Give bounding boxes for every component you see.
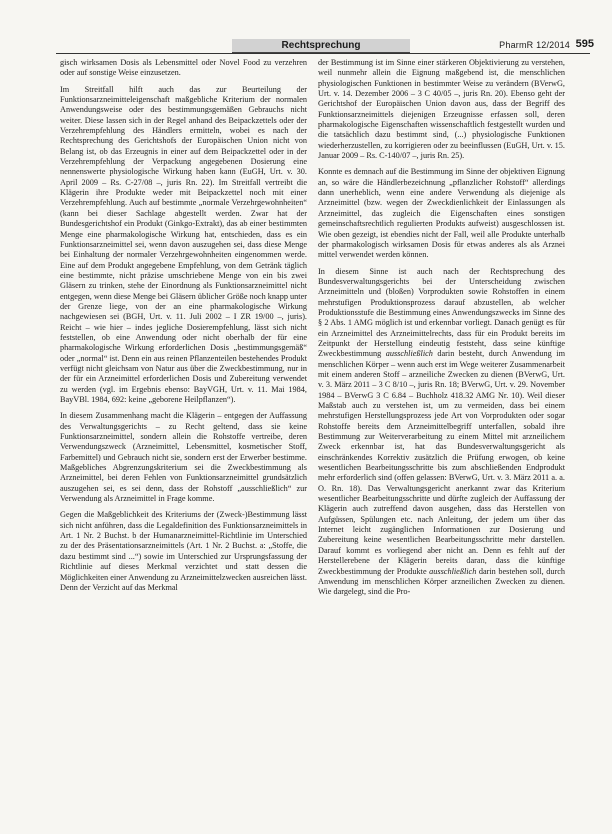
paragraph: Konnte es demnach auf die Bestimmung im Sinne der objektiven Eignung an, so wäre die Händlerbezeichnung „pflanzlicher Rohstoff“ allerdings dann unerheblich, wenn eine andere Verwendung als diejenige als Arzneimittel (bzw. wegen der Zweckdienlichkeit der Einlassungen als Arzneimittel, das zugleich die Eigenschaften eines sonstigen gemeinschaftsrechtlich regulierten Produkts aufweist) ausgeschlossen ist. Wie oben gezeigt, ist ebendies nicht der Fall, weil alle Produkte unterhalb der pharmakologisch wirksamen Dosis für etwas anderes als als Arznei mittel verwendet werden können. bbox=[318, 167, 565, 260]
left-column bbox=[60, 58, 307, 599]
right-column bbox=[318, 58, 565, 604]
section-title: Rechtsprechung bbox=[281, 40, 361, 51]
page-number: 595 bbox=[575, 38, 594, 50]
paragraph: der Bestimmung ist im Sinne einer stärkeren Objektivierung zu verstehen, weil nunmehr allein die Eignung maßgebend ist, die menschlichen physiologischen Funktionen in bestimmter Weise zu verändern (BVerwG, Urt. v. 14. Dezember 2006 – 3 C 40/05 –, juris Rn. 20). Ebenso geht der Gerichtshof der Europäischen Union davon aus, dass der Begriff des Funktionsarzneimittels diejenigen Erzeugnisse erfassen soll, deren pharmakologische Eigenschaften wissenschaftlich festgestellt wurden und die tatsächlich dazu bestimmt sind, (...) physiologische Funktionen wiederherzustellen, zu korrigieren oder zu beeinflussen (EuGH, Urt. v. 15. Januar 2009 – Rs. C-140/07 –, juris Rn. 25). bbox=[318, 58, 565, 161]
paragraph: Gegen die Maßgeblichkeit des Kriteriums der (Zweck-)Bestimmung lässt sich nicht anführen, dass die Legaldefinition des Funktionsarzneimittels in Art. 1 Nr. 2 Buchst. b der Humanarzneimittel-Richtlinie im Unterschied zu der des Präsentationsarzneimittels (Art. 1 Nr. 2 Buchst. a: „Stoffe, die dazu bestimmt sind ...“) sowie im Unterschied zur Ursprungsfassung der Richtlinie auf dieses Merkmal verzichtet und statt dessen die Möglichkeiten einer Anwendung zu Arzneimittelzwecken ausreichen lässt. Denn der Verzicht auf das Merkmal bbox=[60, 510, 307, 592]
section-heading-box bbox=[232, 39, 410, 53]
journal-reference: PharmR 12/2014 bbox=[499, 40, 570, 50]
header-rule bbox=[56, 53, 590, 54]
page-header bbox=[56, 30, 594, 52]
paragraph: In diesem Zusammenhang macht die Klägerin – entgegen der Auffassung des Verwaltungsgerichts – zu Recht geltend, dass sie keine Funktionsarzneimittel, sondern allein die Rohstoffe vertreibe, deren Verwendungszweck (Arzneimittel, Lebensmittel, kosmetischer Stoff, Farbemittel) und Gebrauch nicht sie, sondern erst der Erwerber bestimme. Maßgebliches Abgrenzungskriterium sei die Zweckbestimmung als Arzneimittel, bei deren Fehlen von Funktionsarzneimittel grundsätzlich auszugehen sei, es sei denn, dass der Rohstoff „ausschließlich“ zur Verwendung als Arzneimittel in Frage komme. bbox=[60, 411, 307, 504]
paragraph: Im Streitfall hilft auch das zur Beurteilung der Funktionsarzneimitteleigenschaft maßgebliche Kriterium der normalen Anwendungsweise oder des bestimmungsgemäßen Gebrauchs nicht weiter. Diese lassen sich in der Regel anhand des Beipackzettels oder der Verzehrempfehlung des Händlers ermitteln, wobei es nach der Rechtsprechung des Gerichtshofs der Europäischen Union nicht von Belang ist, ob das Erzeugnis in einer auf dem Beipackzettel oder in der Verzehrempfehlung der Verpackung angegebenen Dosierung eine nennenswerte physiologische Wirkung haben kann (EuGH, Urt. v. 30. April 2009 – Rs. C-27/08 –, juris Rn. 22). Im Streitfall vertreibt die Klägerin ihre Produkte weder mit Beipackzettel noch mit einer Verzehrempfehlung. Auch auf bestimmte „normale Verzehrgewohnheiten“ (kann bei dieser Sachlage abgestellt werden. Zwar hat der Bundesgerichtshof ein Produkt (Ginkgo-Extrakt), das ab einer bestimmten Menge eine pharmakologische Wirkung hat, entschieden, dass es ein Funktionsarzneimittel sei, wenn davon auszugehen sei, dass diese Menge bei Einhaltung der normaler Verzehrgewohnheiten eingenommen werde. Eine auf dem Produkt angegebene Empfehlung, von dem Getränk täglich eine bestimmte, nicht präzise umschriebene Menge von ein bis zwei Gläsern zu trinken, stehe der Einordnung als Funktionsarzneimittel nicht entgegen, wenn diese Menge bei Gläsern üblicher Größe noch knapp unter der Grenze liege, von der an eine pharmakologische Wirkung nachgewiesen sei (BGH, Urt. v. 11. Juli 2002 – I ZR 19/00 –, juris). Reicht – wie hier – indes jegliche Dosierempfehlung, lässt sich nicht feststellen, ob eine Anwendung oder nicht oberhalb der für eine pharmakologische Wirkung erforderlichen Dosis „bestimmungsgemäß“ oder „normal“ ist. Denn ein aus reinen Pflanzenteilen bestehendes Produkt verfügt nicht gleichsam von Natur aus über die Zweckbestimmung, nur in der für ein Arzneimittel erforderlichen Dosis und Zubereitung verwendet zu werden (vgl. im Ergebnis ebenso: BayVGH, Urt. v. 11. Mai 1984, BayVBl. 1984, 692: keine „geborene Heilpflanzen“). bbox=[60, 84, 307, 404]
paragraph: In diesem Sinne ist auch nach der Rechtsprechung des Bundesverwaltungsgerichts bei der Unterscheidung zwischen Arzneimitteln und (bloßen) Vorprodukten sowie Rohstoffen in einem mehrstufigen Produktionsprozess darauf abzustellen, ab welcher Produktionsstufe die Bestimmung eines Anwendungszwecks im Sinne des § 2 Abs. 1 AMG möglich ist und erkennbar vorliegt. Danach genügt es für ein Arzneimittel des Arzneimittelrechts, dass für ein Produkt bereits im Zeitpunkt der Herstellung eindeutig feststeht, dass seine künftige Zweckbestimmung ausschließlich darin besteht, durch Anwendung im menschlichen Körper – wenn auch erst im Wege weiterer Zusammenarbeit mit einem anderen Stoff – arzneiliche Zwecken zu dienen (BVerwG, Urt. v. 3. März 2011 – 3 C 8/10 –, juris Rn. 18; BVerwG, Urt. v. 29. November 1984 – BVerwG 3 C 6.84 – Buchholz 418.32 AMG Nr. 10). Weil dieser Maßstab auch zu verstehen ist, um zu vermeiden, dass bei einem mehrstufigen Herstellungsprozess jede Art von Vorprodukten oder sogar Rohstoffe bereits dem Arzneimittelbegriff unterfallen, sobald ihre Bestimmung zur Weiterverarbeitung zu einem Mittel mit arzneilichem Zweck erkennbar ist, hat das Bundesverwaltungsgericht als einschränkendes Korrektiv zusätzlich die Prüfung erwogen, ob keine wesentlichen Bearbeitungsschritte bis zum abschließenden Endprodukt mehr erforderlich sind (offen gelassen: BVerwG, Urt. v. 3. März 2011 a. a. O. Rn. 18). Das Verwaltungsgericht anerkannt zwar das Kriterium wesentlicher Bearbeitungsschritte und dürfte zugleich der Auffassung der Klägerin auch zutreffend davon ausgehen, dass das Herstellen von Aufgüssen, Spülungen etc. nach Anleitung, der jedem um über das Internet leicht zugänglichen Informationen zur Dosierung und Zubereitung keine wesentlichen Bearbeitungsschritte mehr darstellen. Darauf kommt es vorliegend aber nicht an. Denn es fehlt auf der Herstellerebene der Klägerin bereits daran, dass die künftige Zweckbestimmung der Produkte ausschließlich darin bestehen soll, durch Anwendung im menschlichen Körper arzneilichen Zwecken zu dienen. Wie dargelegt, sind die Pro- bbox=[318, 266, 565, 597]
paragraph: gisch wirksamen Dosis als Lebensmittel oder Novel Food zu verzehren oder auf sonstige Weise einzusetzen. bbox=[60, 58, 307, 78]
